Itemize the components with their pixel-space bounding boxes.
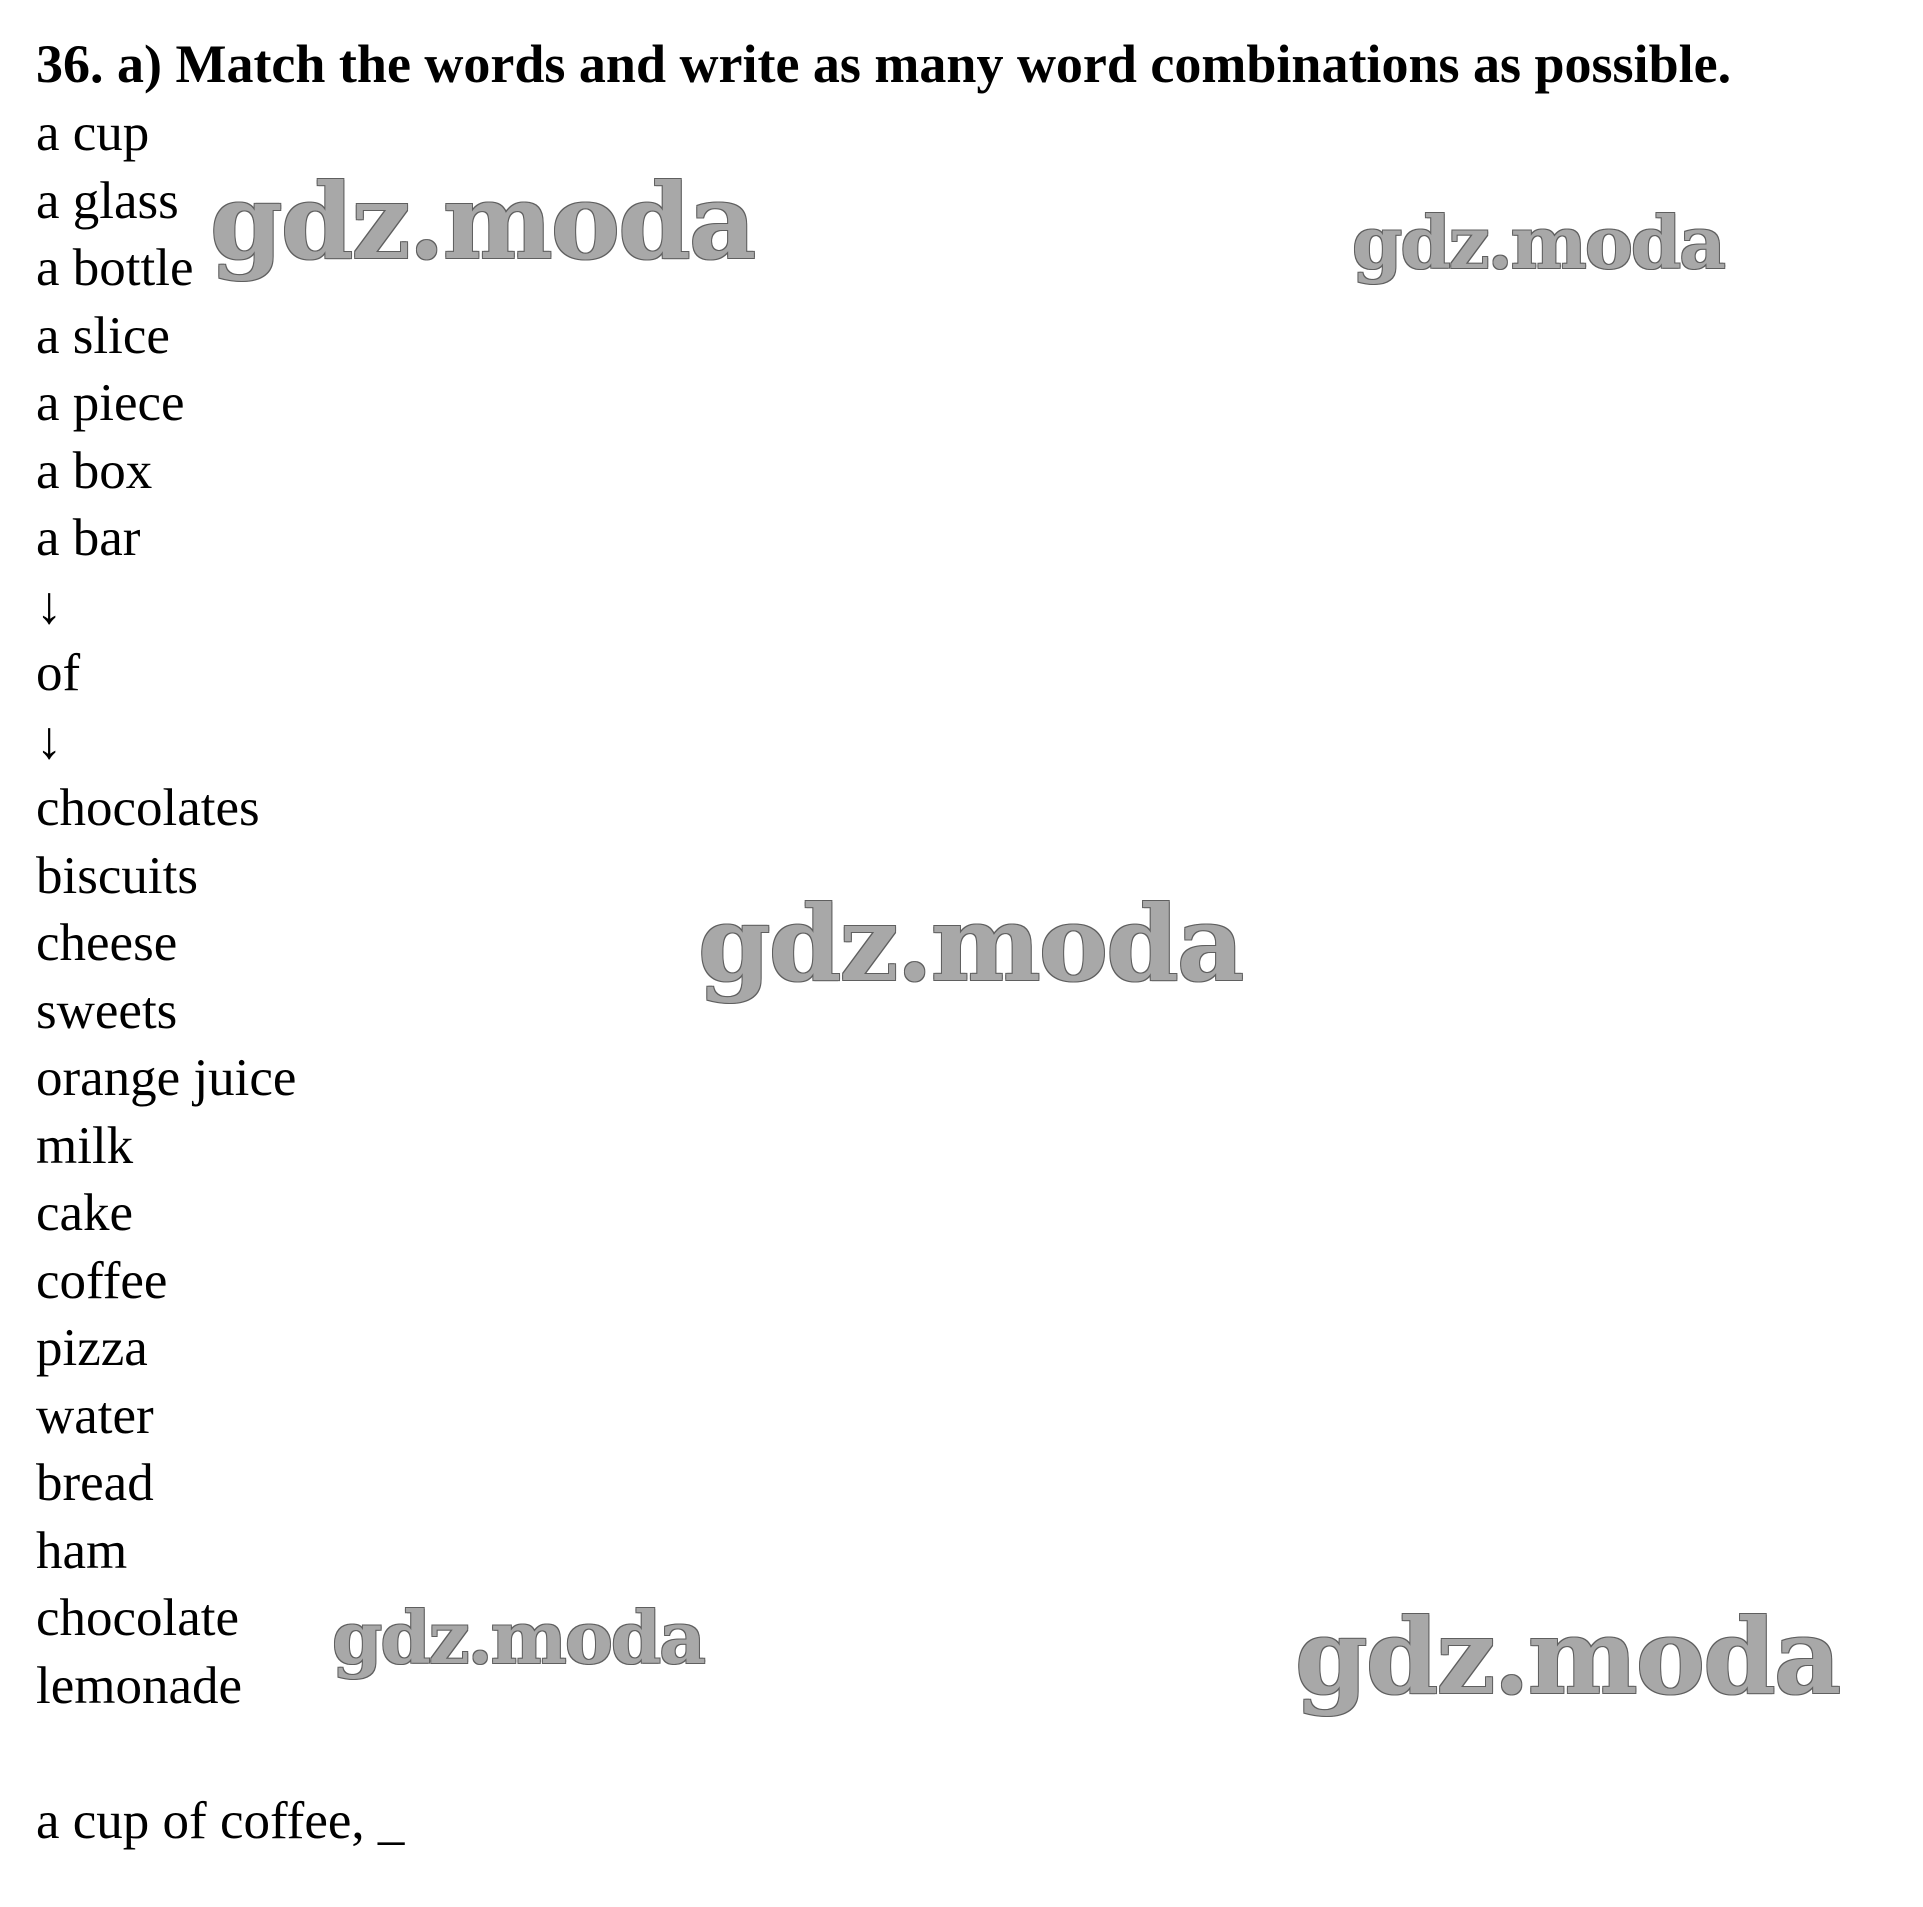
food-item: water bbox=[36, 1386, 154, 1445]
container-item: a glass bbox=[36, 171, 179, 230]
connector-word: of bbox=[36, 644, 81, 702]
food-item: chocolate bbox=[36, 1589, 240, 1647]
down-arrow-icon: ↓ bbox=[36, 711, 63, 770]
food-item: lemonade bbox=[36, 1656, 243, 1715]
container-item: a bar bbox=[36, 509, 141, 567]
watermark-logo: gdz.moda bbox=[332, 1595, 704, 1680]
container-item: a piece bbox=[36, 374, 185, 432]
food-item: cheese bbox=[36, 914, 178, 972]
food-item: chocolates bbox=[36, 779, 260, 837]
food-item: coffee bbox=[36, 1251, 168, 1310]
food-item: ham bbox=[36, 1521, 128, 1580]
watermark-logo: gdz.moda bbox=[210, 160, 755, 283]
food-item: milk bbox=[36, 1116, 134, 1175]
food-item: bread bbox=[36, 1454, 154, 1512]
container-item: a box bbox=[36, 441, 153, 500]
food-item: sweets bbox=[36, 981, 178, 1040]
watermark-logo: gdz.moda bbox=[1295, 1595, 1840, 1718]
spacer bbox=[36, 1720, 1896, 1788]
container-item: a slice bbox=[36, 306, 170, 365]
answer-line: a cup of coffee, _ bbox=[36, 1791, 405, 1850]
food-item: pizza bbox=[36, 1319, 148, 1377]
container-item: a bottle bbox=[36, 239, 194, 297]
food-item: orange juice bbox=[36, 1049, 297, 1107]
food-item: cake bbox=[36, 1184, 134, 1242]
down-arrow-icon: ↓ bbox=[36, 576, 63, 635]
watermark-logo: gdz.moda bbox=[1352, 200, 1724, 285]
exercise-title: 36. a) Match the words and write as many word combinations as possible. bbox=[36, 34, 1732, 94]
food-item: biscuits bbox=[36, 846, 198, 905]
container-item: a cup bbox=[36, 104, 150, 162]
watermark-logo: gdz.moda bbox=[698, 882, 1243, 1005]
